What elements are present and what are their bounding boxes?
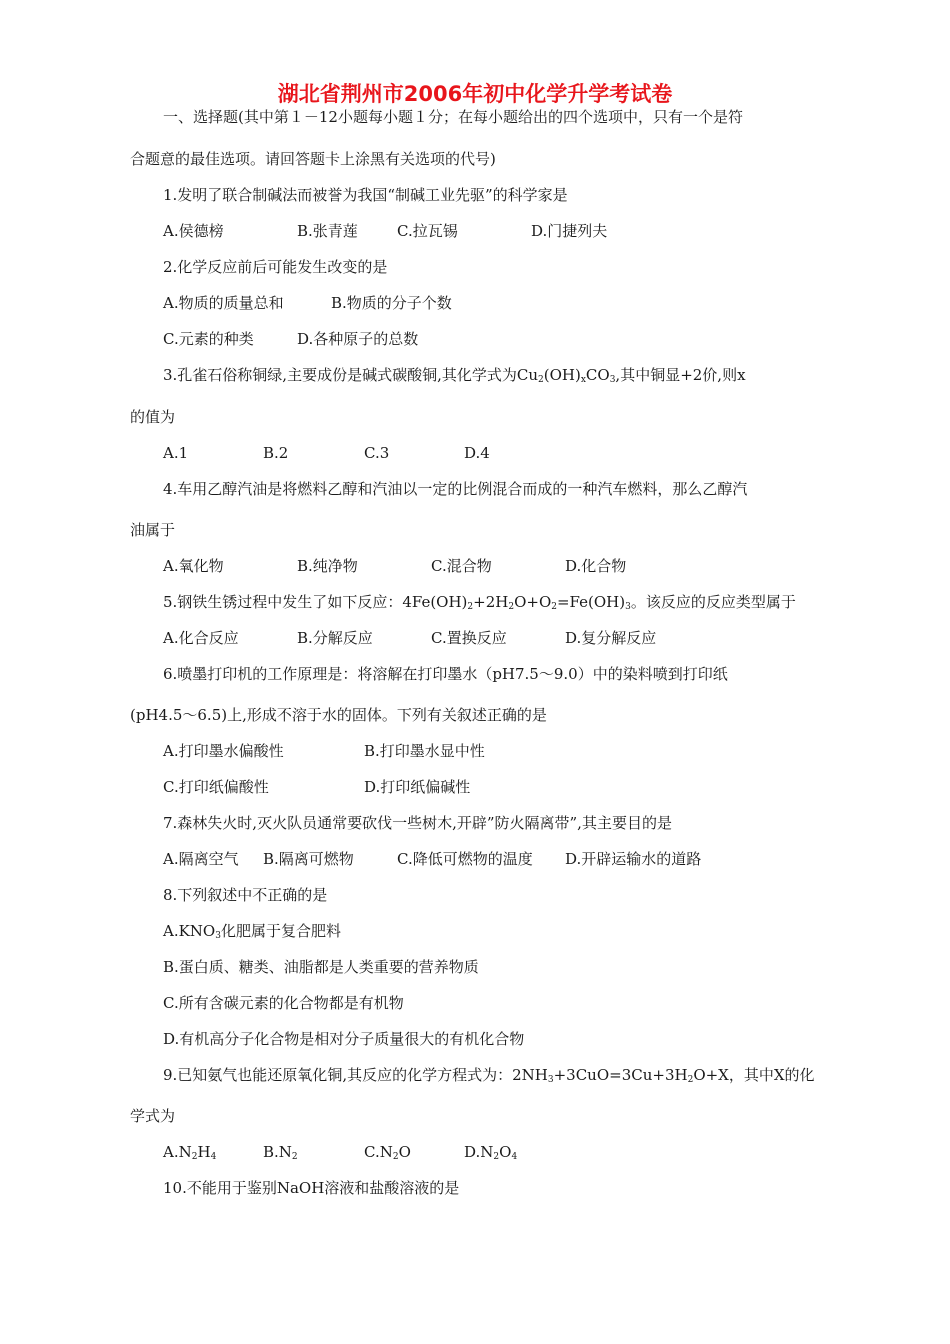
subscript: 2 <box>687 1075 694 1085</box>
question-10-stem: 10.不能用于鉴别NaOH溶液和盐酸溶液的是 <box>163 1179 460 1197</box>
question-3-option-d: D.4 <box>464 444 490 462</box>
section-instruction-line1: 一、选择题(其中第１－12小题每小题１分；在每小题给出的四个选项中，只有一个是符 <box>163 108 743 126</box>
question-7-option-d: D.开辟运输水的道路 <box>565 850 702 868</box>
subscript: 2 <box>191 1152 198 1162</box>
formula-part: +3CuO=3Cu+3H <box>553 1066 688 1084</box>
option-text: C.N <box>364 1143 393 1161</box>
question-6-stem-line2: (pH4.5～6.5)上,形成不溶于水的固体。下列有关叙述正确的是 <box>130 706 547 724</box>
option-text: B.N <box>263 1143 292 1161</box>
formula-part: O+O <box>514 593 552 611</box>
question-4-stem-line2: 油属于 <box>130 521 176 539</box>
question-8-option-a <box>163 921 341 941</box>
question-3-stem <box>163 365 746 385</box>
question-6-option-c: C.打印纸偏酸性 <box>163 778 269 796</box>
subscript: 2 <box>551 602 557 612</box>
question-8-option-b: B.蛋白质、糖类、油脂都是人类重要的营养物质 <box>163 958 479 976</box>
subscript: 2 <box>392 1152 399 1162</box>
question-9-option-a <box>163 1142 216 1162</box>
question-4-option-c: C.混合物 <box>431 557 492 575</box>
subscript: 2 <box>493 1152 500 1162</box>
subscript: 2 <box>467 602 474 612</box>
option-text: A.KNO <box>163 922 216 940</box>
subscript: 3 <box>215 931 221 941</box>
question-9-stem-line2: 学式为 <box>130 1107 176 1125</box>
subscript: 3 <box>547 1075 554 1085</box>
formula-part: (OH) <box>543 366 581 384</box>
question-7-option-a: A.隔离空气 <box>163 850 239 868</box>
question-7-option-b: B.隔离可燃物 <box>263 850 354 868</box>
question-3-stem-tail: ,其中铜显+2价,则x <box>615 366 746 384</box>
option-text: O <box>499 1143 512 1161</box>
question-8-stem: 8.下列叙述中不正确的是 <box>163 886 328 904</box>
question-3-option-a: A.1 <box>163 444 189 462</box>
question-9-option-c <box>364 1142 411 1162</box>
question-9-option-b <box>263 1142 298 1162</box>
question-1-option-c: C.拉瓦锡 <box>397 222 458 240</box>
formula-part: =Fe(OH) <box>556 593 626 611</box>
subscript: 3 <box>625 602 631 612</box>
section-instruction-line2: 合题意的最佳选项。请回答题卡上涂黑有关选项的代号) <box>130 150 496 168</box>
subscript: 2 <box>508 602 515 612</box>
question-5-option-c: C.置换反应 <box>431 629 507 647</box>
question-2-option-b: B.物质的分子个数 <box>331 294 452 312</box>
question-6-option-a: A.打印墨水偏酸性 <box>163 742 284 760</box>
question-4-option-d: D.化合物 <box>565 557 627 575</box>
question-1-option-b: B.张青莲 <box>297 222 358 240</box>
question-9-stem-text: 9.已知氨气也能还原氧化铜,其反应的化学方程式为：2NH <box>163 1066 548 1084</box>
question-9-stem <box>163 1065 815 1085</box>
question-2-option-a: A.物质的质量总和 <box>163 294 284 312</box>
question-2-option-d: D.各种原子的总数 <box>297 330 419 348</box>
question-3-option-c: C.3 <box>364 444 390 462</box>
option-text: H <box>197 1143 211 1161</box>
subscript: 4 <box>511 1152 518 1162</box>
question-9-option-d <box>464 1142 517 1162</box>
question-7-stem: 7.森林失火时,灭火队员通常要砍伐一些树木,开辟”防火隔离带”,其主要目的是 <box>163 814 672 832</box>
question-3-stem-text: 3.孔雀石俗称铜绿,主要成份是碱式碳酸铜,其化学式为Cu <box>163 366 538 384</box>
subscript: 2 <box>538 375 544 385</box>
option-text: 化肥属于复合肥料 <box>220 922 341 940</box>
question-1-option-d: D.门捷列夫 <box>531 222 608 240</box>
question-2-option-c: C.元素的种类 <box>163 330 254 348</box>
subscript: 3 <box>609 375 616 385</box>
question-1-option-a: A.侯德榜 <box>163 222 224 240</box>
question-5-option-d: D.复分解反应 <box>565 629 657 647</box>
question-5-stem-tail: 。该反应的反应类型属于 <box>630 593 796 611</box>
question-5-option-a: A.化合反应 <box>163 629 239 647</box>
page-title: 湖北省荆州市2006年初中化学升学考试卷 <box>277 82 673 106</box>
question-6-option-d: D.打印纸偏碱性 <box>364 778 471 796</box>
question-6-option-b: B.打印墨水显中性 <box>364 742 485 760</box>
subscript: 4 <box>210 1152 217 1162</box>
question-4-option-b: B.纯净物 <box>297 557 358 575</box>
subscript: x <box>580 375 586 385</box>
question-3-stem-line2: 的值为 <box>130 408 176 426</box>
question-3-option-b: B.2 <box>263 444 289 462</box>
formula-part: CO <box>585 366 610 384</box>
question-7-option-c: C.降低可燃物的温度 <box>397 850 533 868</box>
question-9-stem-tail: O+X，其中X的化 <box>693 1066 815 1084</box>
question-4-stem: 4.车用乙醇汽油是将燃料乙醇和汽油以一定的比例混合而成的一种汽车燃料，那么乙醇汽 <box>163 480 748 498</box>
question-8-option-c: C.所有含碳元素的化合物都是有机物 <box>163 994 404 1012</box>
question-2-stem: 2.化学反应前后可能发生改变的是 <box>163 258 388 276</box>
question-6-stem: 6.喷墨打印机的工作原理是：将溶解在打印墨水（pH7.5～9.0）中的染料喷到打印纸 <box>163 665 728 683</box>
question-5-option-b: B.分解反应 <box>297 629 373 647</box>
question-1-stem: 1.发明了联合制碱法而被誉为我国“制碱工业先驱”的科学家是 <box>163 186 568 204</box>
question-8-option-d: D.有机高分子化合物是相对分子质量很大的有机化合物 <box>163 1030 525 1048</box>
option-text: D.N <box>464 1143 494 1161</box>
question-5-stem-text: 5.钢铁生锈过程中发生了如下反应：4Fe(OH) <box>163 593 468 611</box>
question-5-stem <box>163 592 796 612</box>
question-4-option-a: A.氧化物 <box>163 557 224 575</box>
formula-part: +2H <box>473 593 509 611</box>
subscript: 2 <box>291 1152 298 1162</box>
option-text: O <box>398 1143 411 1161</box>
option-text: A.N <box>163 1143 192 1161</box>
